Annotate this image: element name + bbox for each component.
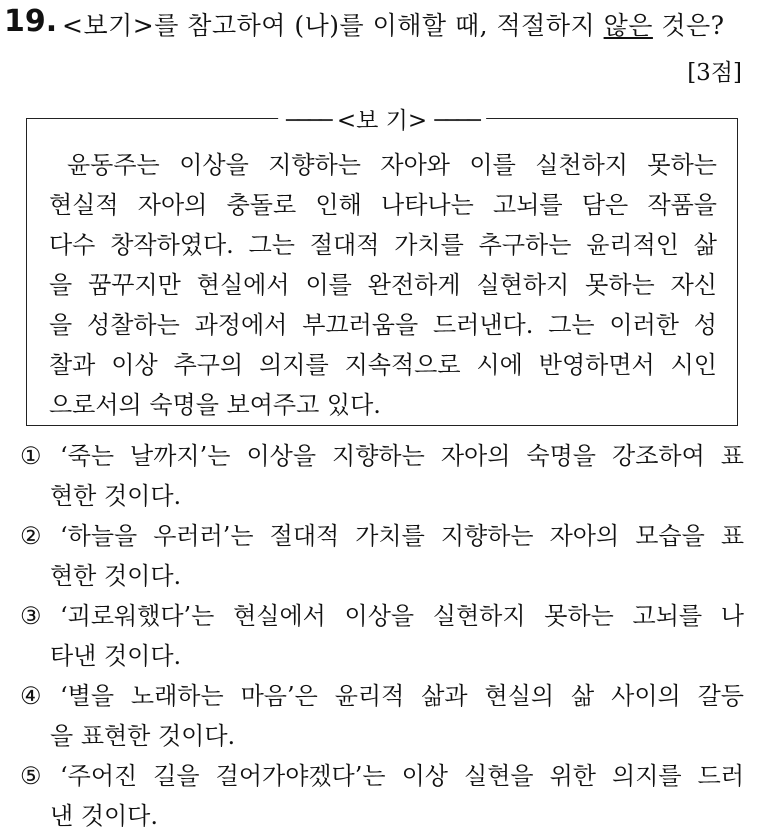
question-header — [4, 4, 754, 40]
answer-option-1[interactable] — [16, 436, 744, 516]
answer-options — [16, 436, 744, 836]
option-text-line1: ‘죽는 날까지’는 이상을 지향하는 자아의 숙명을 강조하여 표 — [60, 442, 744, 470]
passage-line: 다수 창작하였다. 그는 절대적 가치를 추구하는 윤리적인 삶 — [49, 231, 717, 259]
answer-option-4[interactable] — [16, 676, 744, 756]
answer-option-2[interactable] — [16, 516, 744, 596]
question-stem-end: 것은? — [652, 11, 725, 40]
title-rule-right: ──── — [434, 108, 478, 134]
passage-line: 을 꿈꾸지만 현실에서 이를 완전하게 실현하지 못하는 자신 — [49, 271, 717, 299]
option-number: ③ — [20, 602, 42, 630]
passage-line: 현실적 자아의 충돌로 인해 나타나는 고뇌를 담은 작품을 — [49, 191, 717, 219]
option-text-line2: 현한 것이다. — [50, 482, 182, 510]
passage-line: 윤동주는 이상을 지향하는 자아와 이를 실천하지 못하는 — [67, 151, 717, 179]
option-text-line2: 타낸 것이다. — [50, 642, 182, 670]
reference-box-title-text: <보 기> — [336, 108, 428, 134]
passage-line: 으로서의 숙명을 보여주고 있다. — [49, 391, 381, 419]
title-rule-left: ──── — [286, 108, 330, 134]
answer-option-5[interactable] — [16, 756, 744, 836]
option-number: ① — [20, 442, 42, 470]
option-number: ② — [20, 522, 42, 550]
reference-passage — [49, 145, 717, 425]
option-text-line1: ‘하늘을 우러러’는 절대적 가치를 지향하는 자아의 모습을 표 — [60, 522, 744, 550]
option-text-line1: ‘괴로워했다’는 현실에서 이상을 실현하지 못하는 고뇌를 나 — [60, 602, 744, 630]
question-points: [3점] — [687, 60, 742, 86]
option-number: ⑤ — [20, 762, 42, 790]
passage-line: 을 성찰하는 과정에서 부끄러움을 드러낸다. 그는 이러한 성 — [49, 311, 717, 339]
reference-box-title — [278, 102, 486, 135]
answer-option-3[interactable] — [16, 596, 744, 676]
option-text-line1: ‘별을 노래하는 마음’은 윤리적 삶과 현실의 삶 사이의 갈등 — [60, 682, 744, 710]
option-text-line2: 현한 것이다. — [50, 562, 182, 590]
question-number: 19. — [4, 4, 58, 39]
reference-box — [26, 108, 738, 426]
question-stem-emphasis: 않은 — [603, 11, 653, 40]
option-text-line2: 낸 것이다. — [50, 802, 158, 830]
question-stem-text: <보기>를 참고하여 (나)를 이해할 때, 적절하지 — [62, 11, 604, 40]
question-stem — [62, 6, 725, 42]
option-number: ④ — [20, 682, 42, 710]
option-text-line2: 을 표현한 것이다. — [50, 722, 236, 750]
option-text-line1: ‘주어진 길을 걸어가야겠다’는 이상 실현을 위한 의지를 드러 — [60, 762, 744, 790]
passage-line: 찰과 이상 추구의 의지를 지속적으로 시에 반영하면서 시인 — [49, 351, 717, 379]
